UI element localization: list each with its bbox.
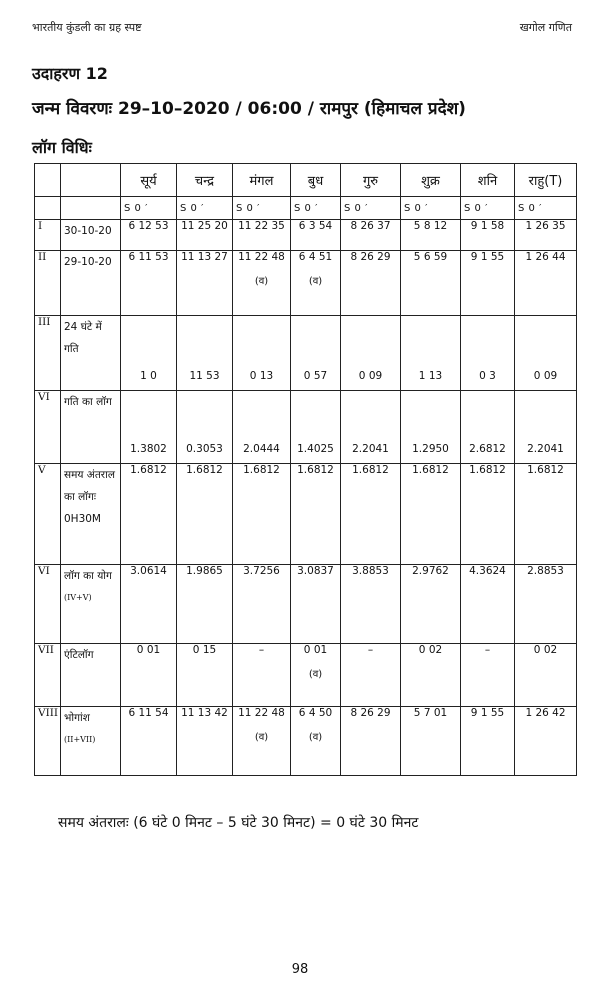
value: 1.6812 — [130, 464, 167, 476]
value-cell — [177, 391, 233, 464]
value: 0 13 — [249, 370, 274, 382]
value: 1.6812 — [412, 464, 449, 476]
value: 11 53 — [189, 370, 220, 382]
value-cell — [233, 316, 291, 391]
retrograde-mark: (व) — [308, 732, 323, 743]
value: 8 26 37 — [350, 220, 391, 232]
value-cell — [401, 220, 461, 251]
value-cell — [341, 220, 401, 251]
planet-header: शुक्र — [401, 164, 461, 197]
row-label: गति का लॉग — [64, 396, 112, 408]
table-row — [35, 565, 577, 644]
chapter-title: खगोल गणित — [519, 21, 572, 34]
value-cell — [461, 644, 515, 707]
value-cell — [121, 251, 177, 316]
planet-header: शनि — [461, 164, 515, 197]
row-label: 30-10-20 — [64, 225, 112, 237]
value: 9 1 58 — [470, 220, 505, 232]
value: – — [258, 644, 265, 656]
value-cell — [121, 565, 177, 644]
value: 1.9865 — [186, 565, 223, 577]
value: 0 01 — [303, 644, 328, 656]
value: 0 3 — [479, 370, 496, 382]
value: 6 11 53 — [128, 251, 169, 263]
value-cell — [291, 316, 341, 391]
running-header — [32, 20, 572, 40]
planet-header: सूर्य — [121, 164, 177, 197]
value: 0 09 — [533, 370, 558, 382]
value-cell — [177, 565, 233, 644]
value: 2.2041 — [527, 443, 564, 455]
value-cell — [233, 251, 291, 316]
value-cell — [177, 316, 233, 391]
planet-header-row — [35, 164, 577, 197]
value-cell — [291, 391, 341, 464]
row-label: भोगांश — [64, 712, 90, 724]
value: – — [484, 644, 491, 656]
value-cell — [461, 707, 515, 776]
value: 11 22 48 — [238, 707, 285, 719]
value: 8 26 29 — [350, 707, 391, 719]
value: 1 13 — [418, 370, 443, 382]
value: 1.4025 — [297, 443, 334, 455]
value: 9 1 55 — [470, 707, 505, 719]
value: – — [367, 644, 374, 656]
value: 2.8853 — [527, 565, 564, 577]
value: 6 3 54 — [298, 220, 333, 232]
value-cell — [341, 644, 401, 707]
table-row — [35, 464, 577, 565]
value-cell — [291, 220, 341, 251]
planet-header: मंगल — [233, 164, 291, 197]
book-title: भारतीय कुंडली का ग्रह स्पष्ट — [32, 21, 142, 34]
value: 2.6812 — [469, 443, 506, 455]
row-label: एंटिलॉग — [64, 649, 94, 661]
row-label: 24 घंटे में गति — [64, 321, 102, 355]
value: 1.3802 — [130, 443, 167, 455]
value: 5 8 12 — [413, 220, 448, 232]
value-cell — [177, 644, 233, 707]
value-cell — [121, 391, 177, 464]
value: 2.0444 — [243, 443, 280, 455]
value-cell — [401, 707, 461, 776]
value-cell — [401, 316, 461, 391]
value-cell — [233, 644, 291, 707]
units-cell: S 0 ′ — [461, 197, 515, 220]
row-number: I — [35, 220, 61, 251]
row-number: II — [35, 251, 61, 316]
value-cell — [341, 464, 401, 565]
units-row — [35, 197, 577, 220]
value: 1.6812 — [297, 464, 334, 476]
value-cell — [401, 391, 461, 464]
value-cell — [515, 464, 577, 565]
value-cell — [291, 464, 341, 565]
value-cell — [341, 391, 401, 464]
value-cell — [177, 464, 233, 565]
value-cell — [233, 391, 291, 464]
value: 6 12 53 — [128, 220, 169, 232]
row-label: 29-10-20 — [64, 256, 112, 268]
value: 2.9762 — [412, 565, 449, 577]
value: 1.6812 — [243, 464, 280, 476]
value: 1.2950 — [412, 443, 449, 455]
value: 11 22 48 — [238, 251, 285, 263]
table-row — [35, 251, 577, 316]
value: 1 26 42 — [525, 707, 566, 719]
value: 1 26 44 — [525, 251, 566, 263]
row-number: VI — [35, 565, 61, 644]
value-cell — [401, 464, 461, 565]
row-label-cell — [61, 644, 121, 707]
value: 1 26 35 — [525, 220, 566, 232]
planet-header: चन्द्र — [177, 164, 233, 197]
value-cell — [291, 565, 341, 644]
value: 0 15 — [192, 644, 217, 656]
planet-header: राहु(T) — [515, 164, 577, 197]
retrograde-mark: (व) — [308, 669, 323, 680]
value-cell — [341, 707, 401, 776]
row-label-cell — [61, 464, 121, 565]
value: 0 02 — [533, 644, 558, 656]
value-cell — [401, 644, 461, 707]
row-number: V — [35, 464, 61, 565]
value-cell — [233, 707, 291, 776]
row-number: VIII — [35, 707, 61, 776]
value: 0 09 — [358, 370, 383, 382]
value: 3.7256 — [243, 565, 280, 577]
method-title: लॉग विधिः — [32, 138, 92, 157]
page-number: 98 — [291, 962, 309, 977]
planet-header: गुरु — [341, 164, 401, 197]
value: 1 0 — [140, 370, 157, 382]
calculation-table — [34, 163, 576, 776]
value: 3.0614 — [130, 565, 167, 577]
value: 6 4 51 — [298, 251, 333, 263]
value-cell — [515, 644, 577, 707]
value: 1.6812 — [186, 464, 223, 476]
value: 11 22 35 — [238, 220, 285, 232]
value-cell — [515, 391, 577, 464]
value: 2.2041 — [352, 443, 389, 455]
value-cell — [177, 251, 233, 316]
time-interval-note: समय अंतरालः (6 घंटे 0 मिनट – 5 घंटे 30 मिनट) = 0 घंटे 30 मिनट — [58, 815, 419, 831]
value-cell — [461, 565, 515, 644]
birth-details: जन्म विवरणः 29–10–2020 / 06:00 / रामपुर (हिमाचल प्रदेश) — [32, 99, 466, 119]
value: 9 1 55 — [470, 251, 505, 263]
value-cell — [233, 565, 291, 644]
value-cell — [461, 391, 515, 464]
value: 0 01 — [136, 644, 161, 656]
retrograde-mark: (व) — [254, 276, 269, 287]
value-cell — [515, 251, 577, 316]
value-cell — [177, 707, 233, 776]
value-cell — [515, 220, 577, 251]
value-cell — [291, 644, 341, 707]
value-cell — [233, 220, 291, 251]
value: 1.6812 — [469, 464, 506, 476]
row-label-cell — [61, 391, 121, 464]
value-cell — [461, 220, 515, 251]
value: 5 7 01 — [413, 707, 448, 719]
value: 1.6812 — [352, 464, 389, 476]
row-label-cell — [61, 707, 121, 776]
row-label-cell — [61, 220, 121, 251]
table-row — [35, 220, 577, 251]
value: 5 6 59 — [413, 251, 448, 263]
value-cell — [401, 565, 461, 644]
value-cell — [177, 220, 233, 251]
value: 1.6812 — [527, 464, 564, 476]
value-cell — [461, 464, 515, 565]
value-cell — [401, 251, 461, 316]
row-sublabel: (IV+V) — [64, 593, 92, 602]
value-cell — [121, 707, 177, 776]
value-cell — [121, 464, 177, 565]
value: 3.0837 — [297, 565, 334, 577]
value: 11 13 27 — [181, 251, 228, 263]
table-row — [35, 644, 577, 707]
row-label-cell — [61, 251, 121, 316]
value-cell — [515, 316, 577, 391]
value-cell — [291, 707, 341, 776]
value-cell — [341, 565, 401, 644]
value: 0 02 — [418, 644, 443, 656]
row-label-cell — [61, 565, 121, 644]
units-cell: S 0 ′ — [515, 197, 577, 220]
value-cell — [341, 316, 401, 391]
units-cell: S 0 ′ — [121, 197, 177, 220]
value: 6 4 50 — [298, 707, 333, 719]
units-cell: S 0 ′ — [233, 197, 291, 220]
row-number: VI — [35, 391, 61, 464]
example-title: उदाहरण 12 — [32, 64, 108, 83]
value: 3.8853 — [352, 565, 389, 577]
units-cell: S 0 ′ — [401, 197, 461, 220]
value: 8 26 29 — [350, 251, 391, 263]
row-label: समय अंतराल का लॉगः 0H30M — [64, 469, 115, 525]
value-cell — [121, 644, 177, 707]
units-cell: S 0 ′ — [177, 197, 233, 220]
value-cell — [121, 220, 177, 251]
row-sublabel: (II+VII) — [64, 735, 96, 744]
value: 0 57 — [303, 370, 328, 382]
value-cell — [515, 707, 577, 776]
value: 11 13 42 — [181, 707, 228, 719]
value-cell — [461, 251, 515, 316]
value: 11 25 20 — [181, 220, 228, 232]
value-cell — [291, 251, 341, 316]
value: 4.3624 — [469, 565, 506, 577]
row-number: VII — [35, 644, 61, 707]
table-row — [35, 316, 577, 391]
value-cell — [461, 316, 515, 391]
row-number: III — [35, 316, 61, 391]
retrograde-mark: (व) — [308, 276, 323, 287]
table-row — [35, 391, 577, 464]
value: 0.3053 — [186, 443, 223, 455]
value: 6 11 54 — [128, 707, 169, 719]
units-cell: S 0 ′ — [291, 197, 341, 220]
retrograde-mark: (व) — [254, 732, 269, 743]
row-label-cell — [61, 316, 121, 391]
value-cell — [341, 251, 401, 316]
units-cell: S 0 ′ — [341, 197, 401, 220]
value-cell — [515, 565, 577, 644]
table-row — [35, 707, 577, 776]
planet-header: बुध — [291, 164, 341, 197]
value-cell — [121, 316, 177, 391]
value-cell — [233, 464, 291, 565]
row-label: लॉग का योग — [64, 570, 112, 582]
